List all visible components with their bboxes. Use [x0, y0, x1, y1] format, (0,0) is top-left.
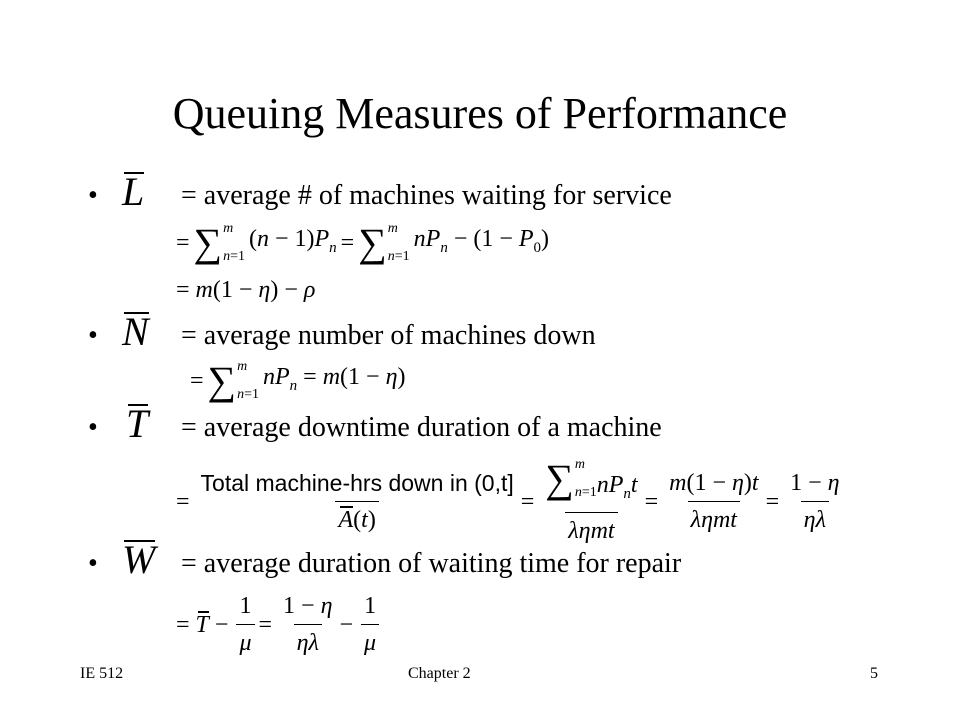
symbol-w	[122, 537, 156, 582]
bullet: •	[88, 548, 98, 579]
symbol-t-text: T	[126, 401, 149, 446]
symbol-l	[122, 169, 145, 214]
item-n-text: = average number of machines down	[181, 320, 596, 351]
bullet: •	[88, 180, 98, 211]
formula-t: = $\frac{\text{Total machine-hrs down in (0,t]}}{A(t)}$ = ∑ m n=1 $nP_nt$ ληmt = $\frac{m(1 - \eta)t}{\text{ληmt}}$ = $\frac{1 - \eta}{\eta\lambda}$	[176, 456, 840, 544]
item-w-text: = average duration of waiting time for repair	[181, 548, 682, 579]
item-l-text: = average # of machines waiting for service	[181, 180, 672, 211]
symbol-n-text: N	[122, 309, 149, 354]
item-t-text: = average downtime duration of a machine	[181, 412, 662, 443]
total-hrs-text: Total machine-hrs down in (0,t]	[200, 470, 514, 496]
slide-title: Queuing Measures of Performance	[172, 89, 788, 138]
formula-l-1: = ∑ m n=1 $(n - 1)P_n$ = ∑ m n=1 $nP_n - (1 - P_0)$	[176, 220, 550, 265]
footer-course: IE 512	[80, 665, 124, 682]
formula-n: = ∑ m n=1 $nP_n = m(1 - \eta)$	[190, 358, 406, 403]
symbol-n	[122, 309, 149, 354]
bullet: •	[88, 412, 98, 443]
formula-l-2: = m(1 − η) − ρ	[176, 277, 316, 303]
symbol-l-text: L	[122, 169, 145, 214]
footer-chapter: Chapter 2	[408, 665, 471, 682]
formula-w: = T − $\frac{1}{\mu}$ = $\frac{1 - \eta}{\eta\lambda}$ − $\frac{1}{\mu}$	[176, 592, 383, 657]
symbol-w-text: W	[122, 537, 156, 582]
footer-page-number: 5	[870, 665, 878, 682]
symbol-t	[126, 401, 149, 446]
bullet: •	[88, 320, 98, 351]
